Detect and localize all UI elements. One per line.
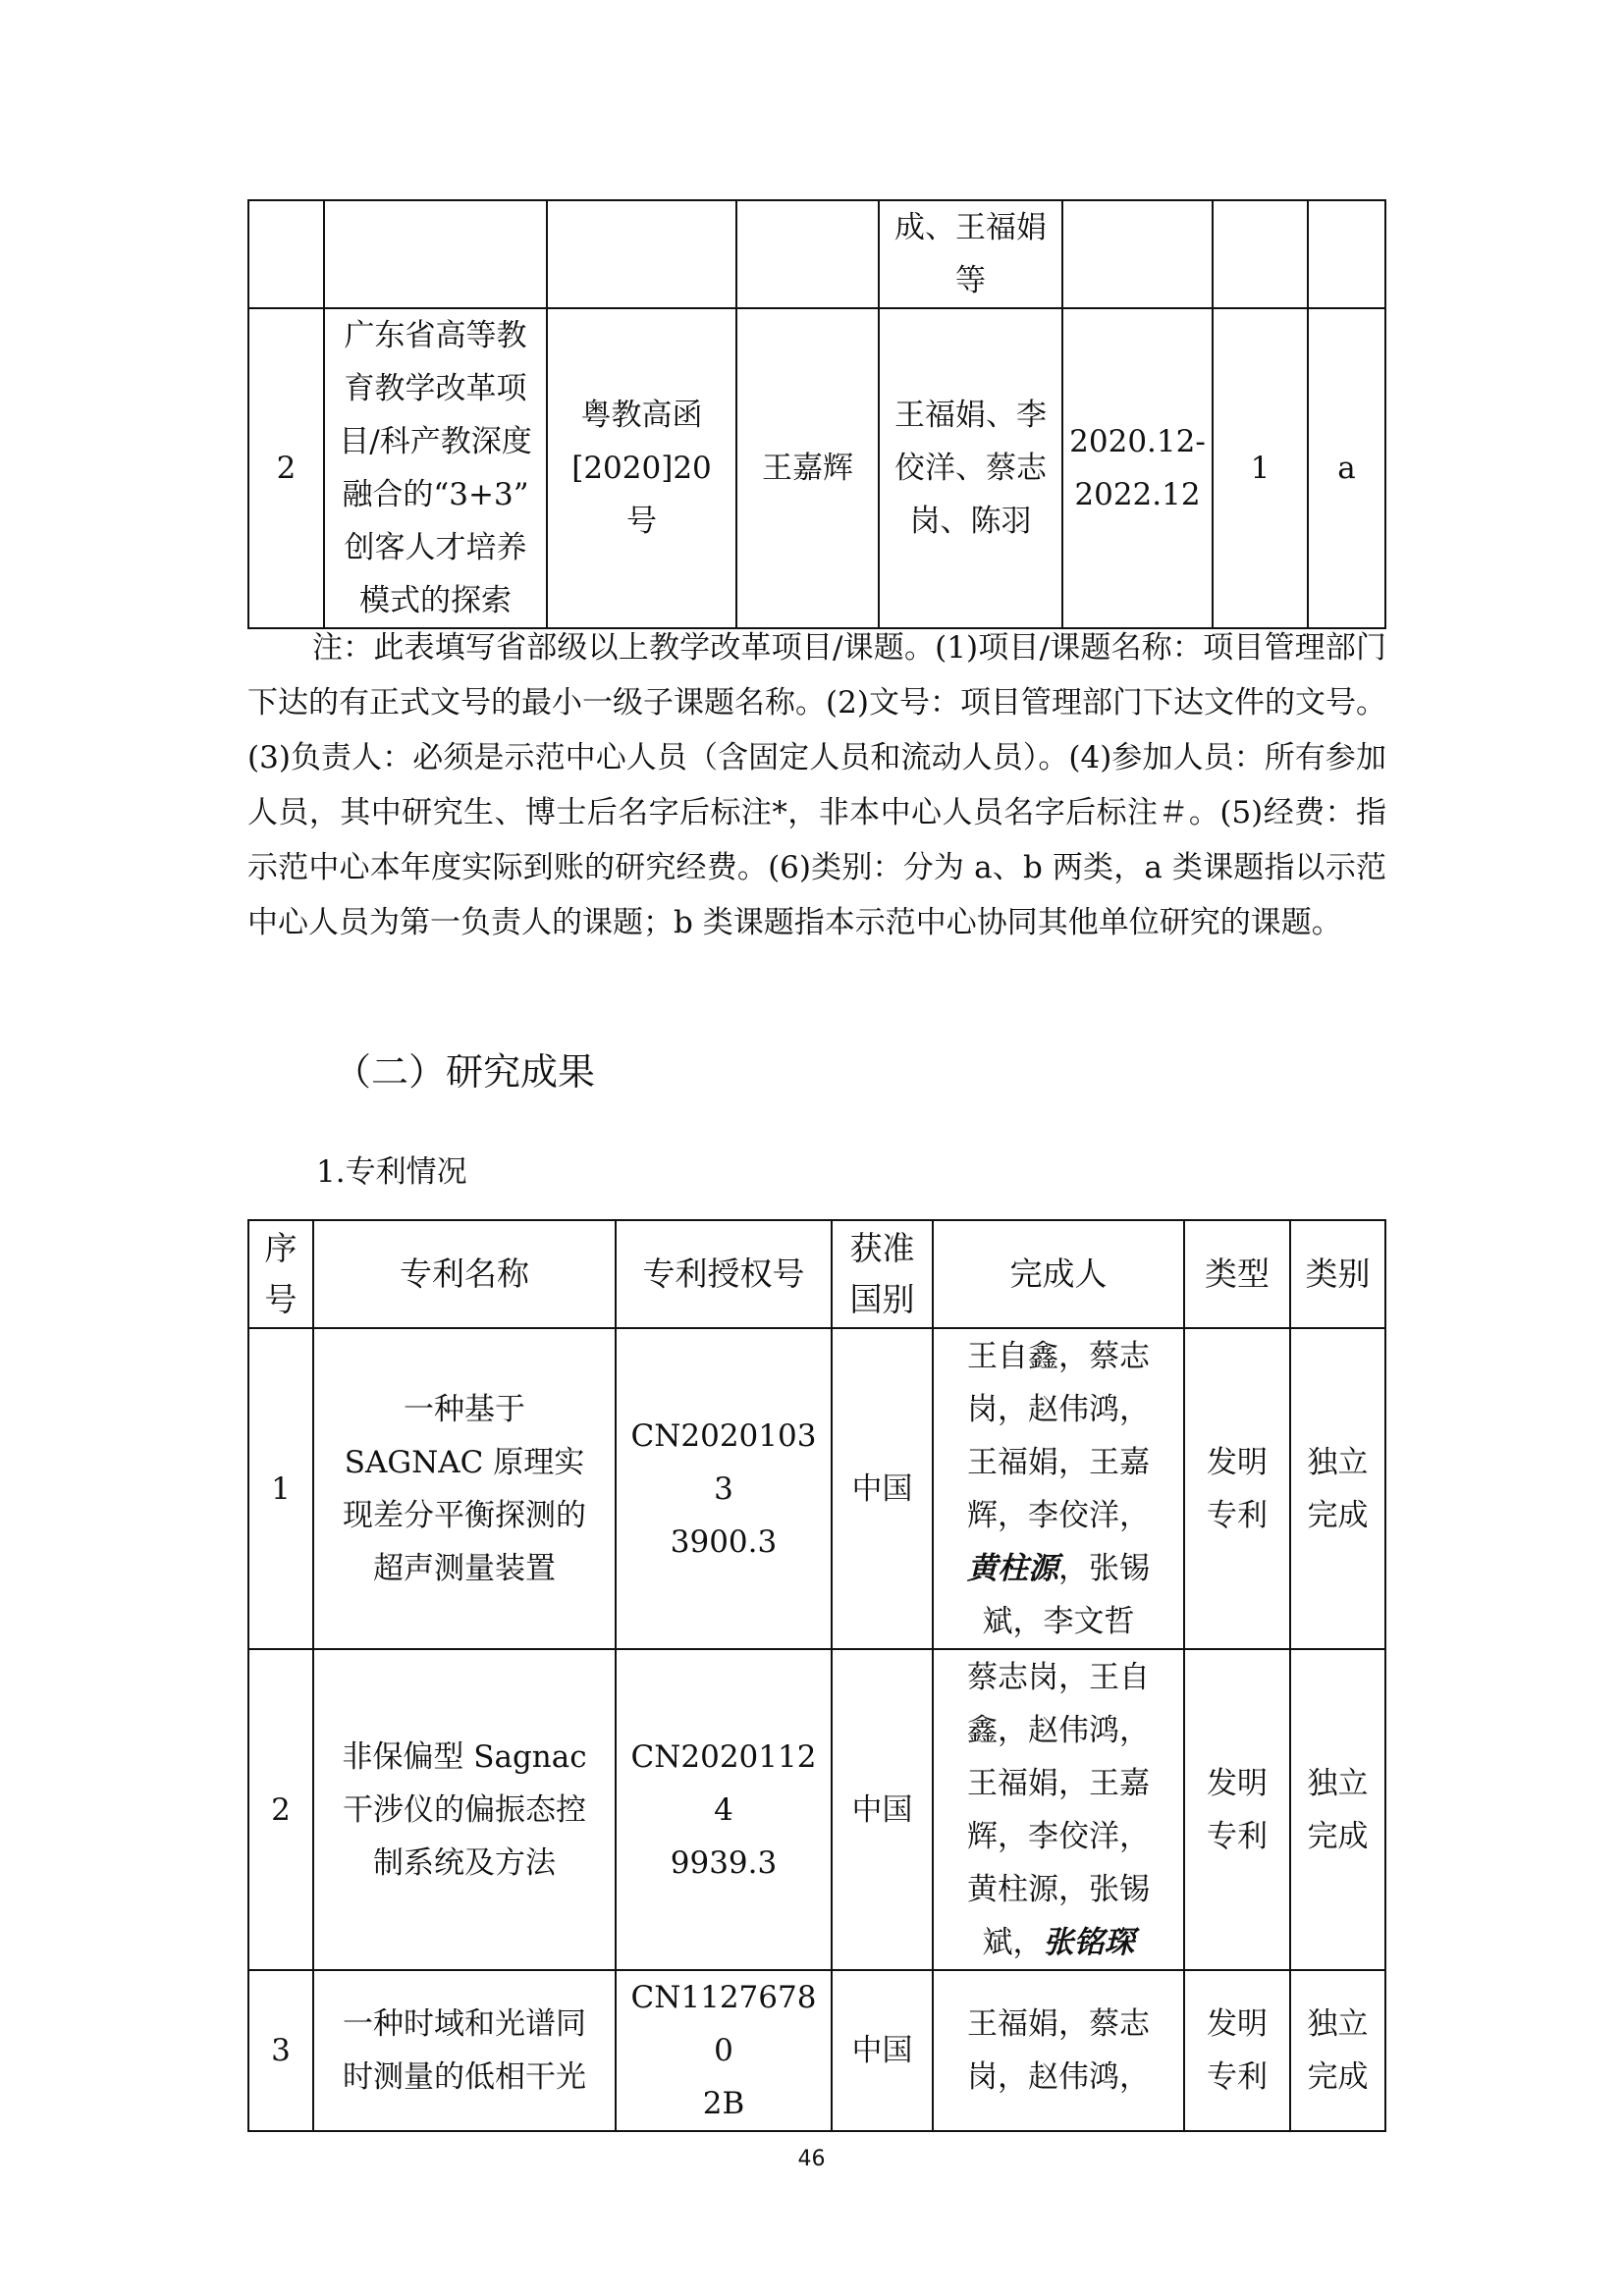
period-cell: 2020.12- 2022.12 [1062,308,1213,628]
inventors-cell [933,1328,1184,1649]
type-cell: 发明 专利 [1184,1649,1290,1970]
table-header-row [248,1220,1385,1328]
country-cell: 中国 [832,1970,933,2131]
patent-number-cell: CN20201124 9939.3 [616,1649,832,1970]
patent-number-cell: CN20201033 3900.3 [616,1328,832,1649]
category-cell: a [1308,308,1385,628]
header-type: 类型 [1184,1220,1290,1328]
patent-table [247,1219,1386,2132]
doc-number-cell: 粤教高函 [2020]20 号 [547,308,736,628]
table-cell [1308,200,1385,308]
type-cell: 发明 专利 [1184,1328,1290,1649]
inventors-cell [933,1649,1184,1970]
table-row [248,1328,1385,1649]
table-row [248,1649,1385,1970]
patent-name-cell: 非保偏型 Sagnac 干涉仪的偏振态控 制系统及方法 [313,1649,616,1970]
country-cell: 中国 [832,1328,933,1649]
index-cell: 3 [248,1970,313,2131]
inventors-text: 王自鑫，蔡志 岗，赵伟鸿， 王福娟，王嘉 辉，李佼洋， [967,1338,1150,1533]
header-patent-number: 专利授权号 [616,1220,832,1328]
table-row [248,308,1385,628]
project-name-cell: 广东省高等教 育教学改革项 目/科产教深度 融合的“3+3” 创客人才培养 模式的探索 [324,308,547,628]
table-cell [248,200,324,308]
header-category: 类别 [1290,1220,1385,1328]
leader-cell: 王嘉辉 [736,308,879,628]
table-row [248,200,1385,308]
table-cell [1062,200,1213,308]
project-table-continued [247,199,1386,629]
table-note [247,620,1386,950]
category-cell: 独立 完成 [1290,1649,1385,1970]
header-patent-name: 专利名称 [313,1220,616,1328]
table-cell [324,200,547,308]
page-number: 46 [797,2147,826,2171]
inventors-text: 王福娟，蔡志 岗，赵伟鸿， [967,2006,1150,2095]
header-inventors: 完成人 [933,1220,1184,1328]
index-cell: 2 [248,1649,313,1970]
header-country: 获准 国别 [832,1220,933,1328]
index-cell: 2 [248,308,324,628]
patent-name-cell: 一种时域和光谱同 时测量的低相干光 [313,1970,616,2131]
inventors-cell [933,1970,1184,2131]
index-cell: 1 [248,1328,313,1649]
highlighted-inventor: 黄柱源 [967,1550,1058,1586]
table-cell [1213,200,1308,308]
type-cell: 发明 专利 [1184,1970,1290,2131]
country-cell: 中国 [832,1649,933,1970]
funding-cell: 1 [1213,308,1308,628]
highlighted-inventor: 张铭琛 [1043,1924,1135,1960]
participants-cell: 成、王福娟 等 [879,200,1062,308]
sub-heading: 1.专利情况 [316,1154,467,1190]
table-row [248,1970,1385,2131]
patent-name-cell: 一种基于 SAGNAC 原理实 现差分平衡探测的 超声测量装置 [313,1328,616,1649]
note-text: 注：此表填写省部级以上教学改革项目/课题。(1)项目/课题名称：项目管理部门下达的有正式文号的最小一级子课题名称。(2)文号：项目管理部门下达文件的文号。(3)负责人：必须是示范中心人员（含固定人员和流动人员）。(4)参加人员：所有参加人员，其中研究生、博士后名字后标注*，非本中心人员名字后标注＃。(5)经费：指示范中心本年度实际到账的研究经费。(6)类别：分为 a、b 两类，a 类课题指以示范中心人员为第一负责人的课题；b 类课题指本示范中心协同其他单位研究的课题。 [247,630,1386,940]
table-cell [736,200,879,308]
category-cell: 独立 完成 [1290,1970,1385,2131]
inventors-text: ，张锡 斌，李文哲 [982,1550,1150,1639]
category-cell: 独立 完成 [1290,1328,1385,1649]
table-cell [547,200,736,308]
header-index: 序 号 [248,1220,313,1328]
participants-cell: 王福娟、李 佼洋、蔡志 岗、陈羽 [879,308,1062,628]
inventors-text: 蔡志岗，王自 鑫，赵伟鸿， 王福娟，王嘉 辉，李佼洋， 黄柱源，张锡 斌， [967,1659,1150,1960]
section-heading: （二）研究成果 [334,1050,596,1094]
patent-number-cell: CN11276780 2B [616,1970,832,2131]
